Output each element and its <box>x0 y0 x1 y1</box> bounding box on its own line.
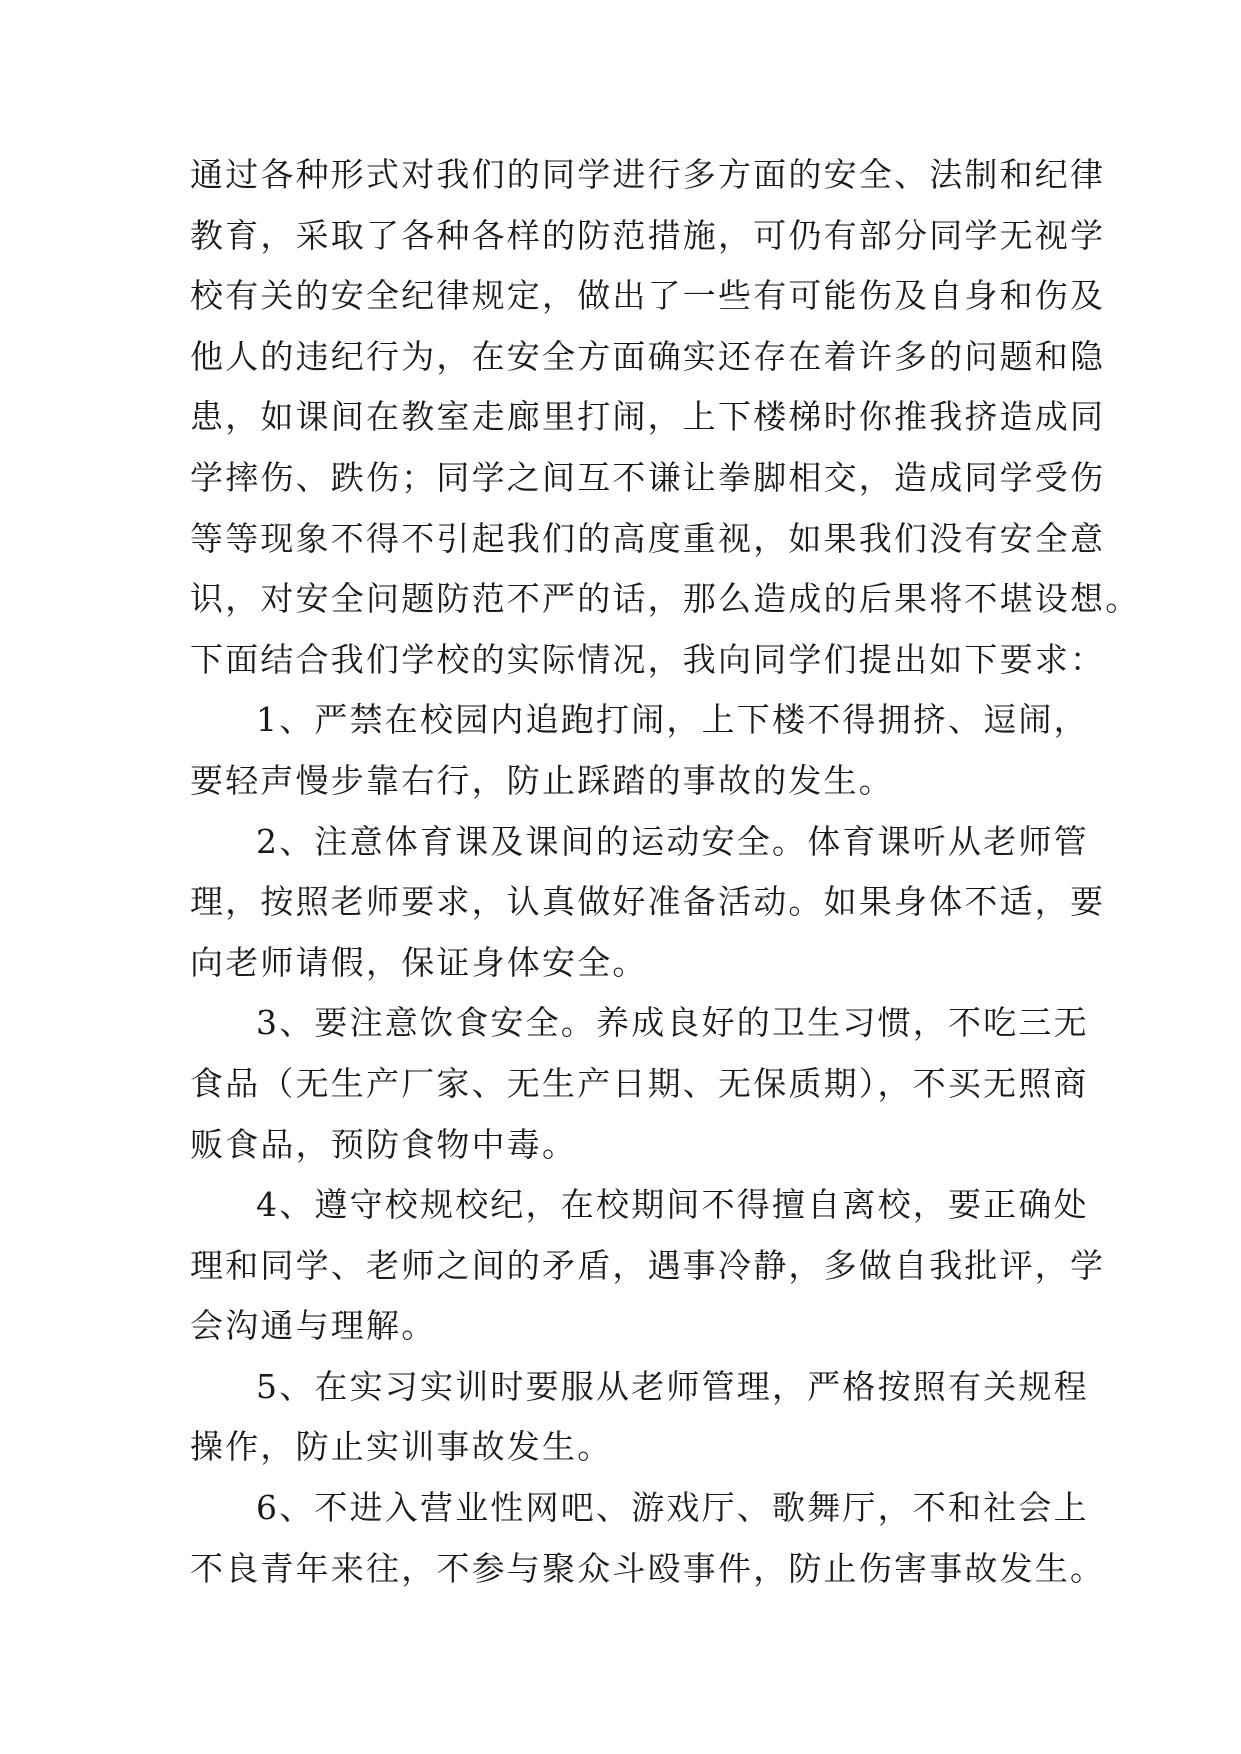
text-line: 他人的违纪行为，在安全方面确实还存在着许多的问题和隐 <box>190 336 1106 376</box>
text-line: 理，按照老师要求，认真做好准备活动。如果身体不适，要 <box>190 882 1106 922</box>
list-item-3-line: 3、要注意饮食安全。养成良好的卫生习惯，不吃三无 <box>256 1003 1089 1043</box>
document-body <box>190 145 1141 1599</box>
text-line: 向老师请假，保证身体安全。 <box>190 942 648 982</box>
list-item-5-line: 5、在实习实训时要服从老师管理，严格按照有关规程 <box>256 1366 1089 1406</box>
list-item-4-line: 4、遵守校规校纪，在校期间不得擅自离校，要正确处 <box>256 1185 1089 1225</box>
text-line: 不良青年来往，不参与聚众斗殴事件，防止伤害事故发生。 <box>190 1548 1106 1588</box>
list-item-2-line: 2、注意体育课及课间的运动安全。体育课听从老师管 <box>256 821 1089 861</box>
text-line: 患，如课间在教室走廊里打闹，上下楼梯时你推我挤造成同 <box>190 397 1106 437</box>
text-line: 食品（无生产厂家、无生产日期、无保质期），不买无照商 <box>190 1063 1089 1103</box>
text-line: 贩食品，预防食物中毒。 <box>190 1124 578 1164</box>
text-line: 学摔伤、跌伤；同学之间互不谦让拳脚相交，造成同学受伤 <box>190 457 1106 497</box>
text-line: 通过各种形式对我们的同学进行多方面的安全、法制和纪律 <box>190 155 1106 194</box>
text-line: 理和同学、老师之间的矛盾，遇事冷静，多做自我批评，学 <box>190 1245 1106 1285</box>
text-line: 操作，防止实训事故发生。 <box>190 1427 613 1467</box>
list-item-6-line: 6、不进入营业性网吧、游戏厅、歌舞厅，不和社会上 <box>256 1488 1089 1528</box>
text-line: 教育，采取了各种各样的防范措施，可仍有部分同学无视学 <box>190 215 1106 255</box>
text-line: 校有关的安全纪律规定，做出了一些有可能伤及自身和伤及 <box>190 276 1106 316</box>
text-line: 会沟通与理解。 <box>190 1306 437 1346</box>
text-line: 要轻声慢步靠右行，防止踩踏的事故的发生。 <box>190 760 894 800</box>
list-item-1-line: 1、严禁在校园内追跑打闹，上下楼不得拥挤、逗闹， <box>256 700 1089 740</box>
text-line: 下面结合我们学校的实际情况，我向同学们提出如下要求： <box>190 639 1106 679</box>
text-line: 等等现象不得不引起我们的高度重视，如果我们没有安全意 <box>190 518 1106 558</box>
text-line: 识，对安全问题防范不严的话，那么造成的后果将不堪设想。 <box>190 579 1141 619</box>
